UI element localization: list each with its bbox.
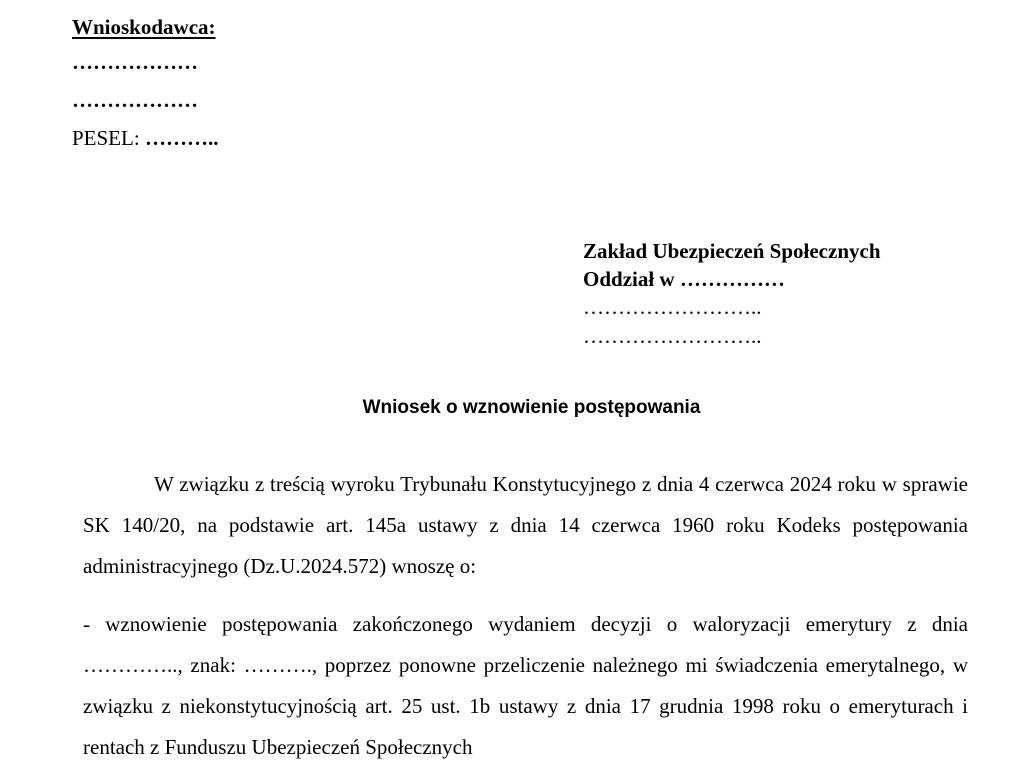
document-title: Wniosek o wznowienie postępowania	[362, 397, 701, 418]
addressee-institution: Zakład Ubezpieczeń Społecznych	[583, 239, 881, 263]
addressee-address-line-1: ……………………..	[583, 295, 762, 319]
applicant-heading: Wnioskodawca:	[72, 15, 216, 39]
addressee-branch: Oddział w ……………	[583, 267, 785, 291]
pesel-placeholder: ………..	[144, 126, 219, 150]
applicant-name-placeholder: ………………	[72, 50, 198, 74]
pesel-label: PESEL:	[72, 126, 145, 150]
applicant-block	[72, 12, 218, 158]
pesel-line	[72, 118, 218, 158]
paragraph-intro: W związku z treścią wyroku Trybunału Konstytucyjnego z dnia 4 czerwca 2024 roku w sprawie SK 140/20, na podstawie art. 145a ustawy z dnia 14 czerwca 1960 roku Kodeks postępowania administracyjnego (Dz.U.2024.572) wnoszę o:	[83, 472, 968, 578]
addressee-block	[583, 237, 881, 351]
paragraph-request: - wznowienie postępowania zakończonego wydaniem decyzji o waloryzacji emerytury z dnia ………….., znak: ………., poprzez ponowne przeliczenie należnego mi świadczenia emerytalnego, w związku z niekonstytucyjnością art. 25 ust. 1b ustawy z dnia 17 grudnia 1998 roku o emeryturach i rentach z Funduszu Ubezpieczeń Społecznych	[83, 612, 968, 759]
applicant-address-placeholder: ………………	[72, 88, 198, 112]
addressee-address-line-2: ……………………..	[583, 324, 762, 348]
